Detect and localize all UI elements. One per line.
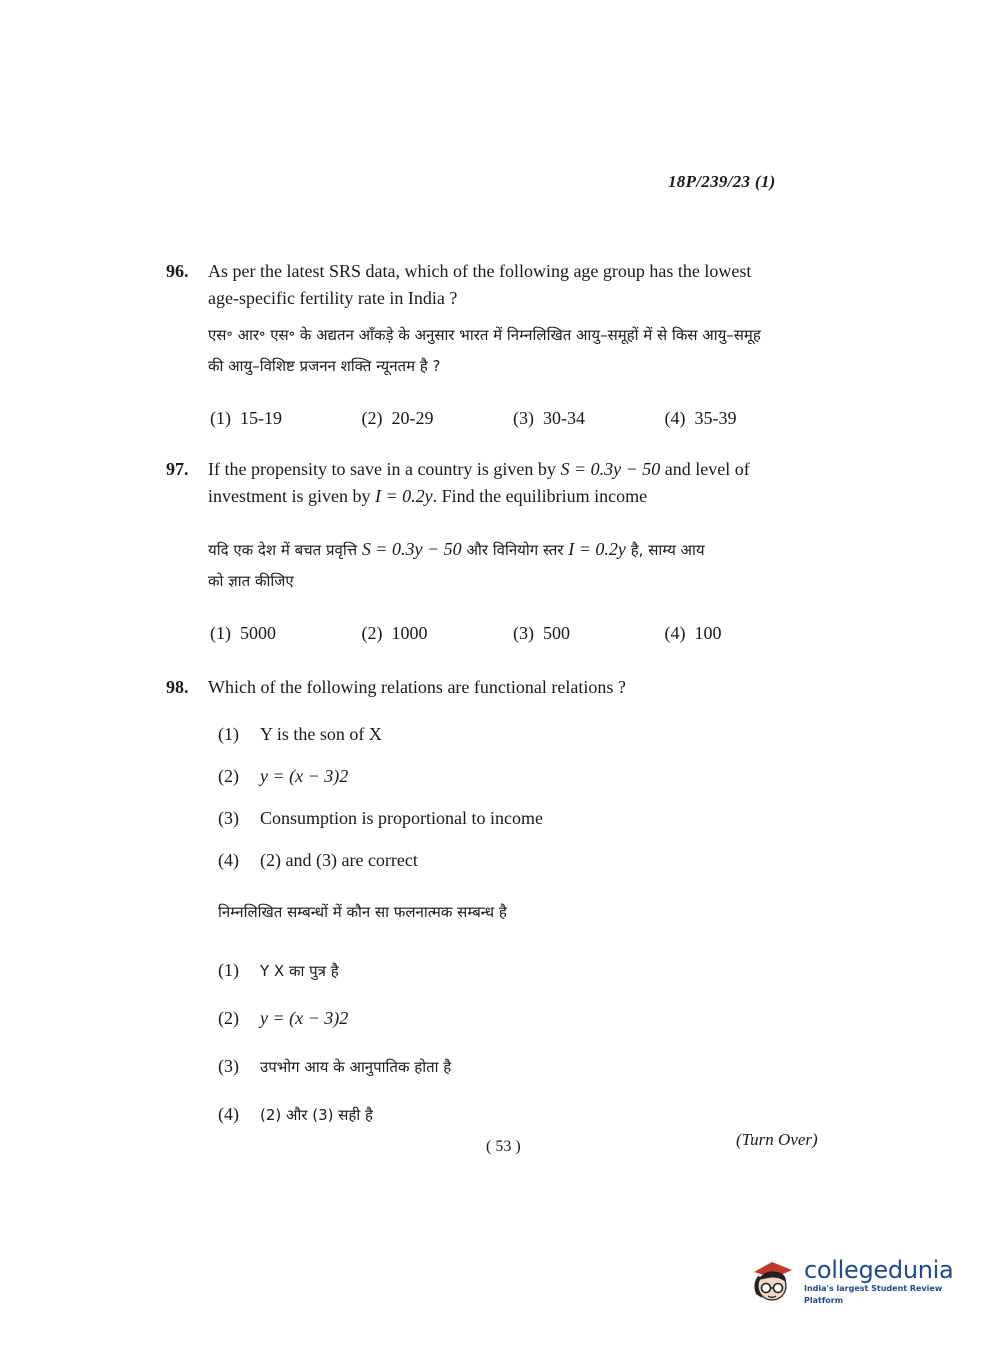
option-4: (4) (2) और (3) सही है bbox=[218, 1104, 374, 1124]
question-text: Which of the following relations are functional relations ? bbox=[208, 677, 626, 697]
logo-tagline: India's largest Student Review Platform bbox=[804, 1284, 943, 1305]
option-4: (4) (2) and (3) are correct bbox=[218, 850, 418, 870]
mascot-icon bbox=[744, 1254, 800, 1310]
option-3: (3) 500 bbox=[513, 623, 570, 643]
options bbox=[210, 623, 816, 644]
question-96 bbox=[166, 258, 816, 429]
option-2: (2) 1000 bbox=[361, 623, 428, 643]
question-text-hindi: यदि एक देश में बचत प्रवृत्ति S = 0.3y − 50 और विनियोग स्तर I = 0.2y है, साम्य आय को ज्ञात कीजिए bbox=[208, 539, 705, 590]
question-97 bbox=[166, 456, 816, 644]
option-3: (3) 30-34 bbox=[513, 408, 585, 428]
turn-over-note: (Turn Over) bbox=[736, 1130, 818, 1149]
option-2: (2) 20-29 bbox=[361, 408, 434, 428]
option-2: (2) y = (x − 3)2 bbox=[218, 766, 349, 786]
option-1: (1) Y is the son of X bbox=[218, 724, 382, 744]
option-3: (3) Consumption is proportional to income bbox=[218, 808, 543, 828]
option-4: (4) 35-39 bbox=[664, 408, 737, 428]
page-number: ( 53 ) bbox=[486, 1138, 521, 1155]
option-2: (2) y = (x − 3)2 bbox=[218, 1008, 349, 1028]
option-1: (1) 15-19 bbox=[210, 408, 282, 428]
paper-code: 18P/239/23 (1) bbox=[668, 172, 776, 191]
option-1: (1) 5000 bbox=[210, 623, 276, 643]
options bbox=[210, 408, 816, 429]
option-3: (3) उपभोग आय के आनुपातिक होता है bbox=[218, 1056, 452, 1076]
options-hindi bbox=[218, 946, 816, 1138]
question-text: As per the latest SRS data, which of the following age group has the lowest age-specific fertility rate in India ? bbox=[208, 261, 752, 308]
logo-text bbox=[804, 1257, 974, 1307]
question-text-hindi: निम्नलिखित सम्बन्धों में कौन सा फलनात्मक सम्बन्ध है bbox=[218, 903, 507, 921]
collegedunia-logo bbox=[744, 1250, 974, 1314]
question-text: If the propensity to save in a country is given by S = 0.3y − 50 and level of investment is given by I = 0.2y. Find the equilibrium income bbox=[208, 459, 750, 506]
option-4: (4) 100 bbox=[664, 623, 722, 643]
options-english bbox=[218, 713, 816, 881]
option-1: (1) Y X का पुत्र है bbox=[218, 960, 339, 980]
logo-name: collegedunia bbox=[804, 1256, 954, 1284]
question-number: 97. bbox=[166, 459, 189, 479]
question-number: 96. bbox=[166, 261, 189, 281]
question-number: 98. bbox=[166, 677, 189, 697]
question-98 bbox=[166, 674, 816, 1138]
question-text-hindi: एस॰ आर॰ एस॰ के अद्यतन आँकड़े के अनुसार भारत में निम्नलिखित आयु–समूहों में से किस आयु–समूह की आयु–विशिष्ट प्रजनन शक्ति न्यूनतम है ? bbox=[208, 326, 761, 375]
